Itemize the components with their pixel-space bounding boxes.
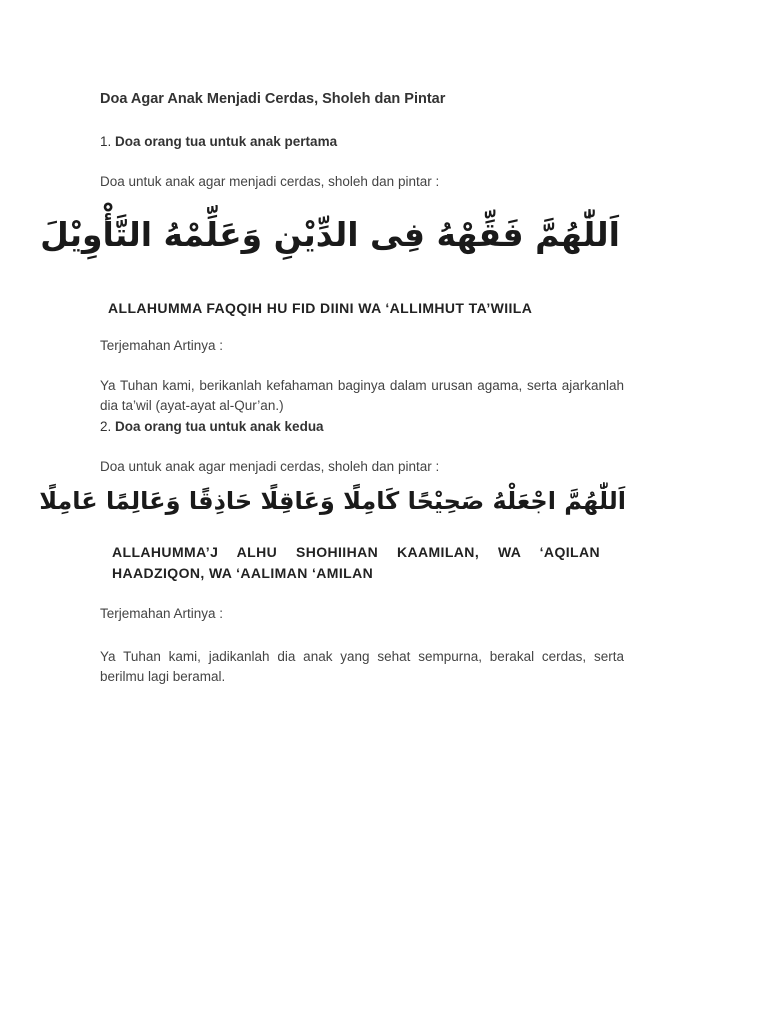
section-1-heading-text: Doa orang tua untuk anak pertama: [115, 134, 338, 149]
section-2-translation: Ya Tuhan kami, jadikanlah dia anak yang sehat sempurna, berakal cerdas, serta berilmu lagi beramal.: [100, 649, 624, 684]
section-2-heading-text: Doa orang tua untuk anak kedua: [115, 419, 324, 434]
document-title: Doa Agar Anak Menjadi Cerdas, Sholeh dan Pintar: [100, 91, 446, 107]
section-1-translation: Ya Tuhan kami, berikanlah kefahaman baginya dalam urusan agama, serta ajarkanlah dia ta’wil (ayat-ayat al-Qur’an.): [100, 378, 624, 413]
section-1-heading: [100, 134, 337, 149]
section-1-translation-label: Terjemahan Artinya :: [100, 338, 224, 353]
section-2-translation-label: Terjemahan Artinya :: [100, 606, 224, 621]
section-1-latin-transliteration: ALLAHUMMA FAQQIH HU FID DIINI WA ‘ALLIMHUT TA’WIILA: [108, 300, 533, 316]
section-2-latin-transliteration: ALLAHUMMA’J ALHU SHOHIIHAN KAAMILAN, WA ‘AQILAN HAADZIQON, WA ‘AALIMAN ‘AMILAN: [112, 544, 600, 581]
section-2-number: 2.: [100, 419, 112, 434]
section-1-intro: Doa untuk anak agar menjadi cerdas, sholeh dan pintar :: [100, 174, 440, 189]
section-1-arabic-prayer: اَللّٰهُمَّ فَقِّهْهُ فِى الدِّيْنِ وَعَلِّمْهُ التَّأْوِيْلَ: [40, 215, 620, 254]
section-2-heading: [100, 419, 324, 434]
section-2-arabic-prayer: اَللّٰهُمَّ اجْعَلْهُ صَحِيْحًا كَامِلًا وَعَاقِلًا حَاذِقًا وَعَالِمًا عَامِلًا: [39, 487, 626, 515]
section-1-number: 1.: [100, 134, 112, 149]
section-2-intro: Doa untuk anak agar menjadi cerdas, sholeh dan pintar :: [100, 459, 440, 474]
